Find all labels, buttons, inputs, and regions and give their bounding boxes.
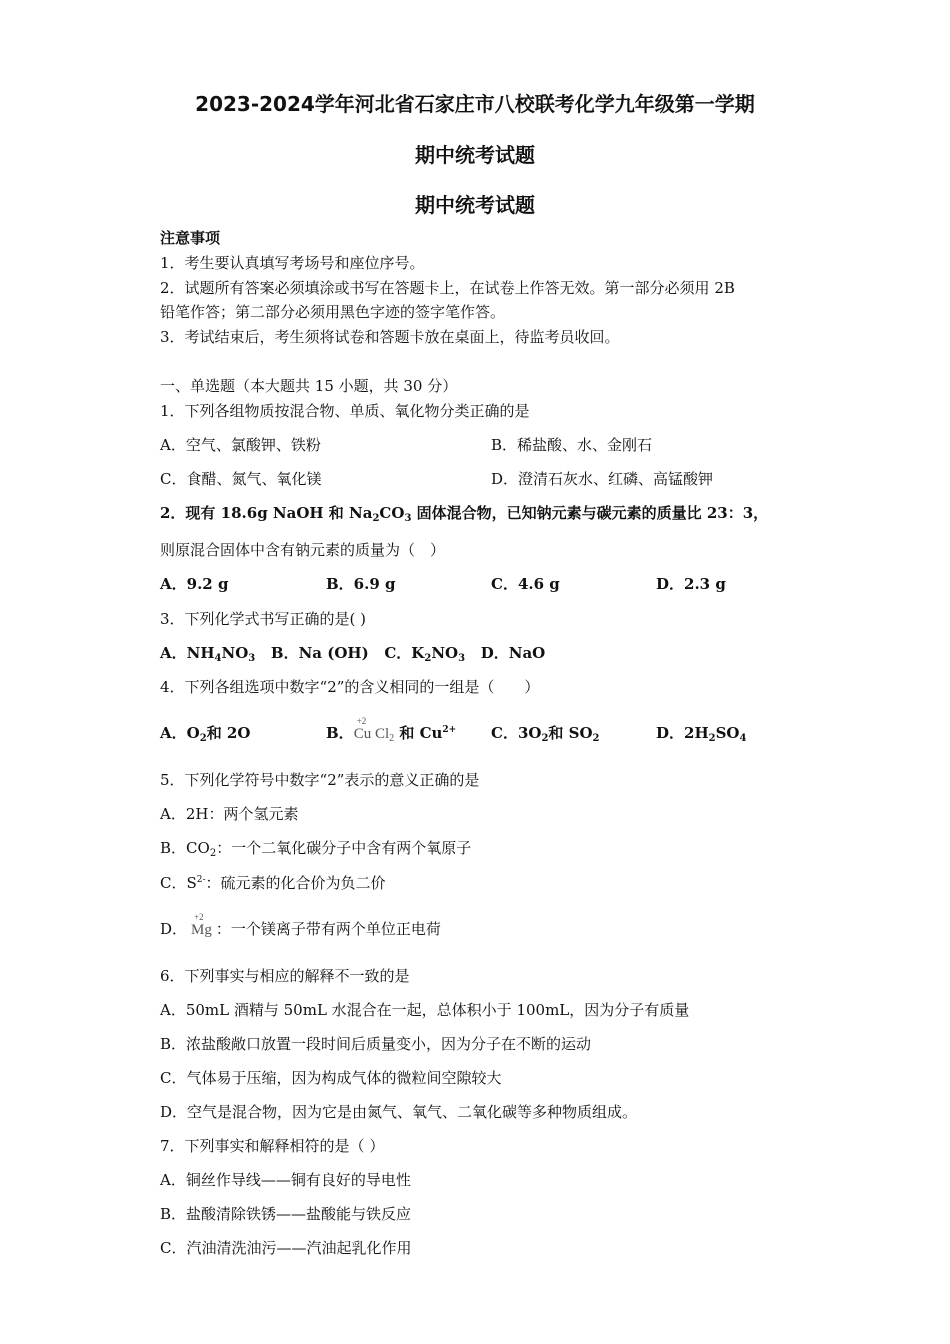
q6-option-a: A．50mL 酒精与 50mL 水混合在一起，总体积小于 100mL，因为分子有质量: [160, 1001, 690, 1019]
notice-heading: 注意事项: [160, 229, 221, 247]
q4-option-b: B． +2 Cu $Cl_2$ 和 $Cu^{2+}$: [326, 716, 457, 744]
q4-option-a: A．$O_2$和 2O: [160, 724, 251, 744]
section-heading: 一、单选题（本大题共 15 小题，共 30 分）: [160, 377, 458, 395]
q4-option-d: D．$2H_2SO_4$: [656, 724, 747, 744]
valence-mg: +2 Mg: [191, 912, 212, 938]
q6-option-b: B．浓盐酸敞口放置一段时间后质量变小，因为分子在不断的运动: [160, 1035, 592, 1053]
q1-stem: 1．下列各组物质按混合物、单质、氧化物分类正确的是: [160, 402, 530, 420]
q5-stem: 5．下列化学符号中数字“2”表示的意义正确的是: [160, 771, 480, 789]
q2-option-a: A．9.2 g: [160, 575, 229, 593]
q1-option-a: A．空气、氯酸钾、铁粉: [160, 436, 321, 454]
q5-option-b: B．$CO_2$：一个二氧化碳分子中含有两个氧原子: [160, 839, 472, 859]
q2-stem-2: 则原混合固体中含有钠元素的质量为（ ）: [160, 541, 446, 559]
q5-option-d: D． +2 Mg ：一个镁离子带有两个单位正电荷: [160, 912, 441, 938]
q6-stem: 6．下列事实与相应的解释不一致的是: [160, 967, 410, 985]
q5-option-a: A．2H：两个氢元素: [160, 805, 299, 823]
q6-option-c: C．气体易于压缩，因为构成气体的微粒间空隙较大: [160, 1069, 502, 1087]
notice-item-3: 3．考试结束后，考生须将试卷和答题卡放在桌面上，待监考员收回。: [160, 328, 620, 346]
q7-option-a: A．铜丝作导线——铜有良好的导电性: [160, 1171, 411, 1189]
q3-options: A．$NH_4NO_3$ B．Na (OH) C．$K_2NO_3$ D．NaO: [160, 644, 546, 664]
q2-option-d: D．2.3 g: [656, 575, 726, 593]
q6-option-d: D．空气是混合物，因为它是由氮气、氧气、二氧化碳等多种物质组成。: [160, 1103, 638, 1121]
q5-option-c: C．$S^{2-}$：硫元素的化合价为负二价: [160, 874, 386, 892]
q4-stem: 4．下列各组选项中数字“2”的含义相同的一组是（ ）: [160, 678, 540, 696]
q7-option-b: B．盐酸清除铁锈——盐酸能与铁反应: [160, 1205, 412, 1223]
q1-option-b: B．稀盐酸、水、金刚石: [491, 436, 653, 454]
q7-stem: 7．下列事实和解释相符的是（ ）: [160, 1137, 385, 1155]
q1-option-d: D．澄清石灰水、红磷、高锰酸钾: [491, 470, 714, 488]
notice-item-2a: 2．试题所有答案必须填涂或书写在答题卡上，在试卷上作答无效。第一部分必须用 2B: [160, 279, 735, 297]
notice-item-1: 1．考生要认真填写考场号和座位序号。: [160, 254, 425, 272]
q2-option-c: C．4.6 g: [491, 575, 560, 593]
q7-option-c: C．汽油清洗油污——汽油起乳化作用: [160, 1239, 412, 1257]
title-line-3: 期中统考试题: [415, 193, 535, 217]
q3-stem: 3．下列化学式书写正确的是( ): [160, 610, 367, 628]
valence-cucl2: +2 Cu $Cl_2$: [353, 716, 395, 744]
q2-stem: 2．现有 18.6g NaOH 和 $Na_2CO_3$ 固体混合物，已知钠元素与碳元素的质量比 23：3，: [160, 504, 769, 524]
title-line-2: 期中统考试题: [415, 143, 535, 167]
title-line-1: 2023-2024学年河北省石家庄市八校联考化学九年级第一学期: [195, 92, 755, 116]
q1-option-c: C．食醋、氮气、氧化镁: [160, 470, 322, 488]
q2-option-b: B．6.9 g: [326, 575, 396, 593]
q4-option-c: C．$3O_2$和 $SO_2$: [491, 724, 600, 744]
notice-item-2b: 铅笔作答；第二部分必须用黑色字迹的签字笔作答。: [160, 303, 506, 321]
